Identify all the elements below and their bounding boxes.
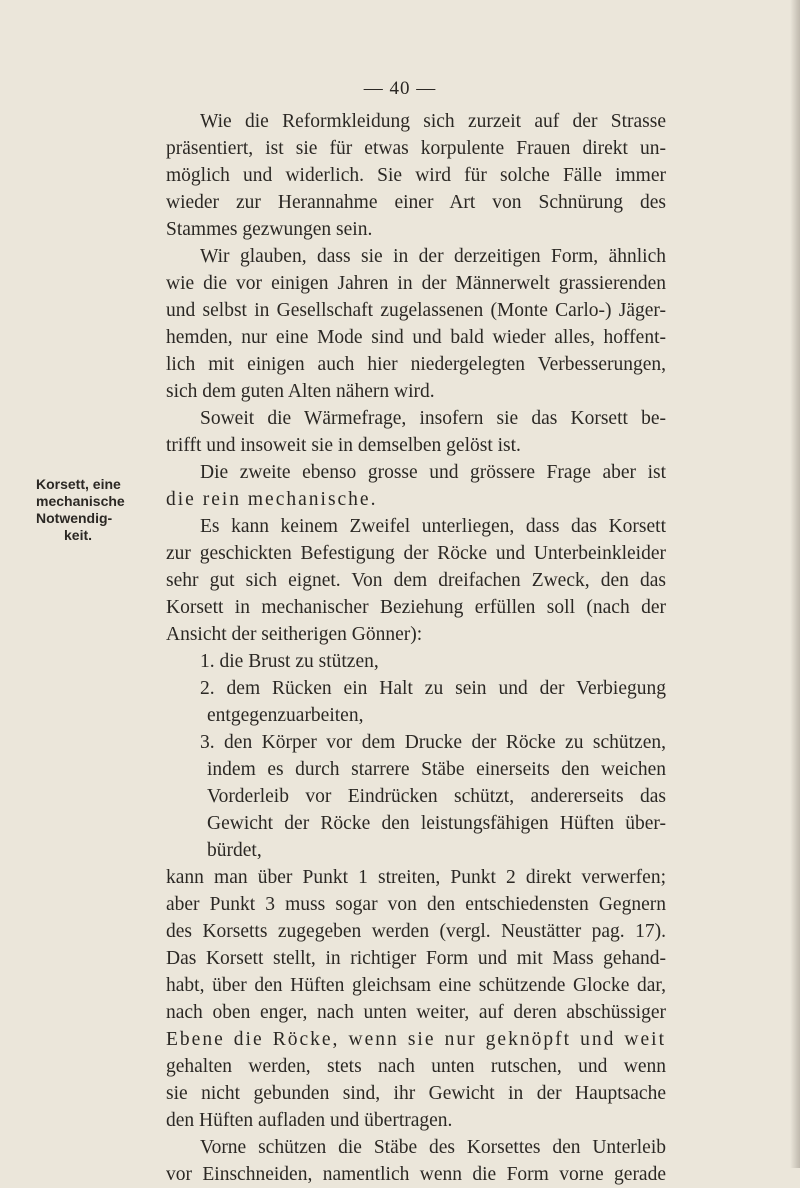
text-line: sehr gut sich eignet. Von dem dreifachen Zweck, den das [166, 570, 666, 591]
text-line: trifft und insoweit sie in demselben gelöst ist. [166, 435, 521, 456]
list-item: 3. den Körper vor dem Drucke der Röcke zu schützen, [200, 732, 666, 753]
list-item: 1. die Brust zu stützen, [200, 651, 379, 672]
text-line: Wie die Reformkleidung sich zurzeit auf der Strasse [200, 111, 666, 132]
text-line: Vorderleib vor Eindrücken schützt, andererseits das [207, 786, 666, 807]
margin-note-line: mechanische [36, 493, 125, 509]
text-line: sie nicht gebunden sind, ihr Gewicht in der Hauptsache [166, 1083, 666, 1104]
text-line: möglich und widerlich. Sie wird für solche Fälle immer [166, 165, 666, 186]
text-line: hemden, nur eine Mode sind und bald wieder alles, hoffent- [166, 327, 666, 348]
text-line: den Hüften aufladen und übertragen. [166, 1110, 453, 1131]
text-line: entgegenzuarbeiten, [207, 705, 364, 726]
text-line: Korsett in mechanischer Beziehung erfüllen soll (nach der [166, 597, 666, 618]
text-line: wieder zur Herannahme einer Art von Schnürung des [166, 192, 666, 213]
text-line: sich dem guten Alten nähern wird. [166, 381, 435, 402]
text-line: des Korsetts zugegeben werden (vergl. Neustätter pag. 17). [166, 921, 666, 942]
text-line: und selbst in Gesellschaft zugelassenen (Monte Carlo-) Jäger- [166, 300, 666, 321]
text-line: lich mit einigen auch hier niedergelegten Verbesserungen, [166, 354, 666, 375]
margin-note-line: Notwendig- [36, 510, 113, 526]
page-edge-shadow [790, 0, 800, 1168]
text-line: habt, über den Hüften gleichsam eine schützende Glocke dar, [166, 975, 666, 996]
text-line: Gewicht der Röcke den leistungsfähigen Hüften über- [207, 813, 666, 834]
text-line: gehalten werden, stets nach unten rutschen, und wenn [166, 1056, 666, 1077]
text-line: Vorne schützen die Stäbe des Korsettes den Unterleib [200, 1137, 666, 1158]
text-line: präsentiert, ist sie für etwas korpulente Frauen direkt un- [166, 138, 666, 159]
text-line: zur geschickten Befestigung der Röcke und Unterbeinkleider [166, 543, 666, 564]
text-line: kann man über Punkt 1 streiten, Punkt 2 direkt verwerfen; [166, 867, 666, 888]
text-line: Die zweite ebenso grosse und grössere Frage aber ist [200, 462, 666, 483]
text-line: Ebene die Röcke, wenn sie nur geknöpft und weit [166, 1029, 666, 1050]
margin-note-line: keit. [64, 527, 93, 543]
text-line: Soweit die Wärmefrage, insofern sie das Korsett be- [200, 408, 666, 429]
text-line: nach oben enger, nach unten weiter, auf deren abschüssiger [166, 1002, 666, 1023]
text-line: wie die vor einigen Jahren in der Männerwelt grassierenden [166, 273, 666, 294]
text-line: aber Punkt 3 muss sogar von den entschiedensten Gegnern [166, 894, 666, 915]
text-line: vor Einschneiden, namentlich wenn die Form vorne gerade [166, 1164, 666, 1185]
text-line: die rein mechanische. [166, 489, 378, 510]
page-number: — 40 — [363, 78, 437, 99]
text-line: Es kann keinem Zweifel unterliegen, dass das Korsett [200, 516, 666, 537]
text-line: indem es durch starrere Stäbe einerseits den weichen [207, 759, 666, 780]
text-line: bürdet, [207, 840, 262, 861]
list-item: 2. dem Rücken ein Halt zu sein und der Verbiegung [200, 678, 666, 699]
text-line: Das Korsett stellt, in richtiger Form und mit Mass gehand- [166, 948, 666, 969]
margin-note-line: Korsett, eine [36, 476, 121, 492]
text-line: Ansicht der seitherigen Gönner): [166, 624, 423, 645]
text-line: Stammes gezwungen sein. [166, 219, 373, 240]
margin-note [36, 476, 168, 544]
text-line: Wir glauben, dass sie in der derzeitigen Form, ähnlich [200, 246, 666, 267]
